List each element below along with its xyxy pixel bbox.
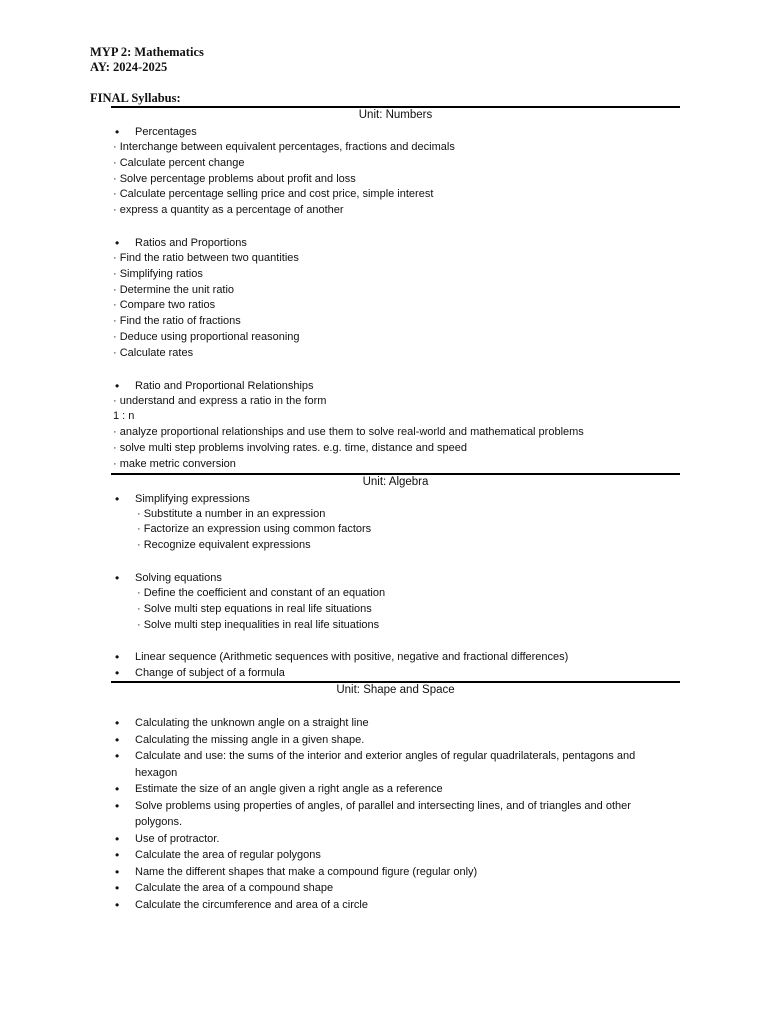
topic-item: · Calculate percentage selling price and cost price, simple interest xyxy=(113,188,434,201)
topic-item: · Factorize an expression using common factors xyxy=(137,523,372,536)
topic-item: · Substitute a number in an expression xyxy=(137,507,326,520)
unit-shape-title: Unit: Shape and Space xyxy=(336,684,455,697)
topic-item: · Solve multi step inequalities in real life situations xyxy=(137,618,380,631)
topic-item: · Determine the unit ratio xyxy=(113,283,235,296)
topic-bullet: • Solve problems using properties of angles, of parallel and intersecting lines, and of triangles and other polygons. xyxy=(111,798,680,831)
topic-item: · Compare two ratios xyxy=(113,299,216,312)
topic-bullet: • Use of protractor. xyxy=(111,831,680,848)
topic-item: · express a quantity as a percentage of another xyxy=(113,204,344,217)
topic-item: · analyze proportional relationships and use them to solve real-world and mathematical problems xyxy=(113,426,584,439)
topic-item: · make metric conversion xyxy=(113,457,236,470)
course-title: MYP 2: Mathematics xyxy=(90,45,204,59)
topic-item: · Find the ratio between two quantities xyxy=(113,251,299,264)
topic-item: · Recognize equivalent expressions xyxy=(137,539,311,552)
topic-heading: • Solving equations xyxy=(111,570,680,586)
unit-algebra-title: Unit: Algebra xyxy=(362,475,429,488)
topic-item: · Simplifying ratios xyxy=(113,267,203,280)
unit-numbers-section xyxy=(90,124,680,473)
topic-bullet: • Calculate the area of a compound shape xyxy=(111,880,680,897)
topic-item: · Find the ratio of fractions xyxy=(113,315,241,328)
syllabus-page xyxy=(90,45,680,913)
unit-algebra-section xyxy=(90,491,680,682)
topic-item: · Solve percentage problems about profit and loss xyxy=(113,172,356,185)
topic-bullet: • Linear sequence (Arithmetic sequences with positive, negative and fractional differences) xyxy=(111,649,680,665)
topic-heading: • Ratios and Proportions xyxy=(111,235,680,251)
topic-bullet: • Calculating the missing angle in a given shape. xyxy=(111,732,680,749)
topic-bullet: • Name the different shapes that make a compound figure (regular only) xyxy=(111,864,680,881)
topic-bullet: • Calculate and use: the sums of the interior and exterior angles of regular quadrilaterals, pentagons and hexagon xyxy=(111,748,680,781)
topic-bullet: • Calculate the circumference and area of a circle xyxy=(111,897,680,914)
topic-item: · Calculate percent change xyxy=(113,156,245,169)
topic-bullet: • Change of subject of a formula xyxy=(111,665,680,681)
topic-item: · Deduce using proportional reasoning xyxy=(113,330,300,343)
syllabus-label: FINAL Syllabus: xyxy=(90,91,181,105)
unit-numbers-title: Unit: Numbers xyxy=(358,109,433,121)
topic-item: · Calculate rates xyxy=(113,346,194,359)
topic-item: · Define the coefficient and constant of an equation xyxy=(137,586,386,599)
topic-item: · Interchange between equivalent percentages, fractions and decimals xyxy=(113,141,455,153)
topic-heading: • Simplifying expressions xyxy=(111,491,680,507)
academic-year: AY: 2024-2025 xyxy=(90,60,168,74)
topic-item: 1 : n xyxy=(113,410,135,423)
topic-bullet: • Calculate the area of regular polygons xyxy=(111,847,680,864)
unit-shape-section xyxy=(90,699,680,913)
topic-heading: • Ratio and Proportional Relationships xyxy=(111,378,680,394)
topic-item: · Solve multi step equations in real life situations xyxy=(137,602,372,615)
topic-bullet: • Estimate the size of an angle given a right angle as a reference xyxy=(111,781,680,798)
topic-bullet: • Calculating the unknown angle on a straight line xyxy=(111,715,680,732)
topic-item: · understand and express a ratio in the form xyxy=(113,394,327,407)
topic-item: · solve multi step problems involving rates. e.g. time, distance and speed xyxy=(113,441,468,454)
topic-heading: • Percentages xyxy=(111,124,680,140)
